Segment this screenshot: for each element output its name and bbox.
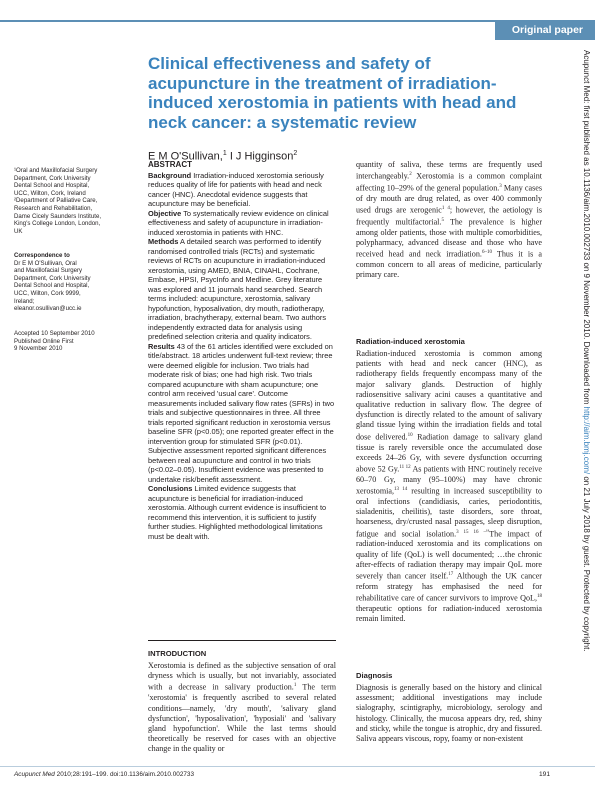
abstract-conclusions <box>148 484 336 541</box>
affiliation-line: Department, Cork University <box>14 174 91 182</box>
affiliation-line: UCC, Wilton, Cork, Ireland <box>14 189 86 197</box>
journal-name: Acupunct Med <box>14 771 55 778</box>
body-text: Thus it is a common concern to all areas of medicine, particularly primary care. <box>356 250 543 280</box>
body-text: As patients with HNC routinely receive 60–70 Gy, many (95–100%) may have chronic xerostomia, <box>356 464 542 496</box>
section-text: A detailed search was performed to identify randomised controlled trials (RCTs) and systematic reviews of RCTs on acupuncture in irradiation-induced xerostomia, using AMED, BNIA, CINAHL, Cochrane, Embase, HPSI, PsycInfo and Medline. Grey literature was explored and 11 journals hand searched. Search terms included: acupuncture, xerostomia, salivary hypofunction, hyposalivation, dry mouth, radiotherapy, irradiation, brachytherapy, external beam. Two authors independently extracted data for analysis using predefined selection criteria and quality indicators. <box>148 237 327 341</box>
section-heading-diagnosis: Diagnosis <box>356 671 393 680</box>
affiliation-line: ¹Oral and Maxillofacial Surgery <box>14 167 98 174</box>
notice-suffix: on 21 July 2018 by guest. Protected by copyright. <box>582 474 591 652</box>
section-text: 43 of the 61 articles identified were excluded on title/abstract. 18 articles underwent full-text review; three were deemed eligible for inclusion. Two trials had moderate risk of bias; one had high risk. Two trials compared acupuncture with sham acupuncture; one control arm received 'usual care'. Outcome measurements included salivary flow rates (SFRs) in two trials and subjective questionnaires in three. All three trials reported significant reduction in xerostomia versus baseline SFR (p<0.05); one reported greater effect in the intervention group for stimulated SFR (p<0.01). Subjective assessment reported significant differences between real acupuncture and control in two trials (p<0.02–0.05). Insufficient evidence was presented to undertake risk/benefit assessment. <box>148 341 335 484</box>
notice-prefix: Acupunct Med: first published as 10.1136/aim.2010.002733 on 9 November 2010. Downloaded from <box>582 50 591 407</box>
correspondence-line: Ireland; <box>14 297 35 305</box>
correspondence-label: Correspondence to <box>14 252 70 259</box>
correspondence-line: Dr E M O'Sullivan, Oral <box>14 259 77 267</box>
section-label: Methods <box>148 237 179 246</box>
body-text: quantity of saliva, these terms are frequently used interchangeably. <box>356 160 542 181</box>
abstract-heading: ABSTRACT <box>148 160 192 169</box>
intro-continued <box>356 160 542 281</box>
section-text: To systematically review evidence on clinical effectiveness and safety of acupuncture in irradiation-induced xerostomia in patients with HNC. <box>148 208 329 237</box>
body-text: The prevalence is higher among older patients, those with multiple comorbidities, polypharmacy, advanced disease and those who have received head and neck irradiation. <box>356 217 543 260</box>
section-label: Objective <box>148 208 182 218</box>
date-line: 9 November 2010 <box>14 345 63 353</box>
section-text: Limited evidence suggests that acupuncture is beneficial for irradiation-induced xerostomia. Although current evidence is insufficient to recommend this intervention, it is sufficient to justify further studies. Highlighted methodological limitations must be dealt with. <box>148 484 327 541</box>
date-line: Accepted 10 September 2010 <box>14 330 95 337</box>
affiliation-line: Dame Cicely Saunders Institute, <box>14 212 102 220</box>
body-text: Xerostomia is a common complaint affecting 10–29% of the general population. <box>356 171 542 193</box>
correspondence-email[interactable]: eleanor.osullivan@ucc.ie <box>14 305 82 313</box>
section-label: Conclusions <box>148 484 193 493</box>
journal-link[interactable]: http://aim.bmj.com/ <box>582 406 591 475</box>
citation-mark: 6–10 <box>481 250 492 256</box>
article-title: Clinical effectiveness and safety of acupuncture in the treatment of irradiation-induced xerostomia in patients with head and neck cancer: a systematic review <box>148 54 517 132</box>
download-notice-text <box>582 50 591 652</box>
body-text: Radiation damage to salivary gland tissue is rarely reversible once the accumulated dose exceeds 24–26 Gy, with severe dysfunction occurring above 52 Gy. <box>356 432 543 474</box>
body-text: Many cases of dry mouth are drug related, as over 400 commonly used drugs are xerogenic <box>356 183 542 215</box>
correspondence <box>14 252 136 313</box>
citation-mark: 5 <box>441 218 444 224</box>
body-text: Xerostomia is defined as the subjective sensation of oral dryness which is usually, but not invariably, associated with a decrease in salivary production. <box>148 661 336 693</box>
correspondence-line: Dental School and Hospital, <box>14 282 90 290</box>
author-name: I J Higginson <box>226 150 294 163</box>
citation-text: 2010;28:191–199. doi:10.1136/aim.2010.002733 <box>54 771 195 778</box>
abstract-background <box>148 171 336 209</box>
citation-mark: 3 15 16 –¹⁸ <box>456 529 490 535</box>
citation-mark: 1 4 <box>441 206 450 212</box>
body-text: The term 'xerostomia' is frequently ascribed to several related conditions—namely, 'dry mouth', 'salivary gland dysfunction', 'hyposalivation', 'hyposiali' and 'salivary gland hypofunction'. While the last terms should theoretically be reserved for cases with an objective change in the quality or <box>148 683 336 754</box>
author-name: E M O'Sullivan, <box>148 150 223 163</box>
affiliation-line: ²Department of Palliative Care, <box>14 197 98 205</box>
citation-mark: 3 <box>499 184 502 190</box>
body-text: ; however, the aetiology is frequently multifactorial. <box>356 205 542 227</box>
affiliations <box>14 167 136 235</box>
affiliation-line: Dental School and Hospital, <box>14 182 90 190</box>
section-tab <box>495 20 595 40</box>
abstract-methods <box>148 237 336 342</box>
body-text: Although the UK cancer reform strategy has emphasised the need for rehabilitative care of cancer survivors to improve QoL, <box>356 571 542 603</box>
citation-mark: 17 <box>448 572 454 578</box>
body-text: The impact of radiation-induced xerostomia and its complications on quality of life (QoL) is well documented; …the chronic after-effects of radiation therapy may impair QoL more severely than cancer itself. <box>356 529 542 581</box>
affiliation-line: UK <box>14 227 23 235</box>
author-affiliation-mark: 1 <box>222 150 227 157</box>
article-dates <box>14 330 136 353</box>
citation-mark: 13 14 <box>394 487 408 493</box>
download-notice <box>577 50 591 740</box>
section-label: Original paper <box>511 24 583 36</box>
citation-mark: 1 <box>293 683 297 689</box>
body-text: resulting in increased susceptibility to oral infections (candidiasis, caries, periodontitis, sialadenitis, cheilitis), taste disorders, sore throat, hoarseness, dry/crusted nasal passages, sleep disruption, fatigue and social isolation. <box>356 486 542 539</box>
footer-citation <box>14 771 194 778</box>
abstract-results <box>148 342 336 485</box>
author-affiliation-mark: 2 <box>293 150 298 157</box>
correspondence-line: UCC, Wilton, Cork 9999, <box>14 289 81 297</box>
abstract-divider <box>148 640 336 641</box>
section-text: Irradiation-induced xerostomia seriously reduces quality of life for patients with head and neck cancer (HNC). Anecdotal evidence suggests that acupuncture may be beneficial. <box>148 170 324 208</box>
footer-rule <box>0 766 595 767</box>
introduction-body <box>148 661 336 755</box>
correspondence-line: Department, Cork University <box>14 274 91 282</box>
affiliation-line: Research and Rehabilitation, <box>14 204 93 212</box>
page-number: 191 <box>539 771 551 778</box>
correspondence-line: and Maxillofacial Surgery <box>14 267 83 275</box>
introduction-heading: INTRODUCTION <box>148 649 207 658</box>
citation-mark: 2 <box>409 172 412 178</box>
section-label: Background <box>148 170 192 180</box>
citation-mark: 11 12 <box>399 464 411 470</box>
citation-mark: 10 <box>407 432 413 438</box>
abstract <box>148 160 336 541</box>
citation-mark: 18 <box>537 594 542 600</box>
section-heading-radiation-xerostomia: Radiation-induced xerostomia <box>356 337 465 346</box>
abstract-objective <box>148 209 336 238</box>
radiation-xerostomia-body <box>356 349 542 624</box>
diagnosis-body: Diagnosis is generally based on the history and clinical assessment; additional investigations may include sialography, scintigraphy, microbiology, serology and histology. Clinically, the mucosa appears dry, red, shiny and sticky, while the tongue is atrophic, dry and fissured. Saliva appears viscous, ropy, foamy or non-existent <box>356 683 542 744</box>
header-bar <box>0 20 595 36</box>
body-text: therapeutic options for radiation-induced xerostomia remain limited. <box>356 604 542 624</box>
affiliation-line: King's College London, London, <box>14 220 101 228</box>
date-line: Published Online First <box>14 337 74 345</box>
section-label: Results <box>148 341 175 351</box>
body-text: Radiation-induced xerostomia is common among patients with head and neck cancer (HNC), as radiotherapy fields frequently encompass many of the major salivary glands. Destruction of highly radiosensitive salivary acini causes a quantitative and qualitative reduction in salivary flow. The degree of dysfunction is directly related to the amount of salivary gland tissue lying within the irradiation fields and total dose delivered. <box>356 349 542 442</box>
